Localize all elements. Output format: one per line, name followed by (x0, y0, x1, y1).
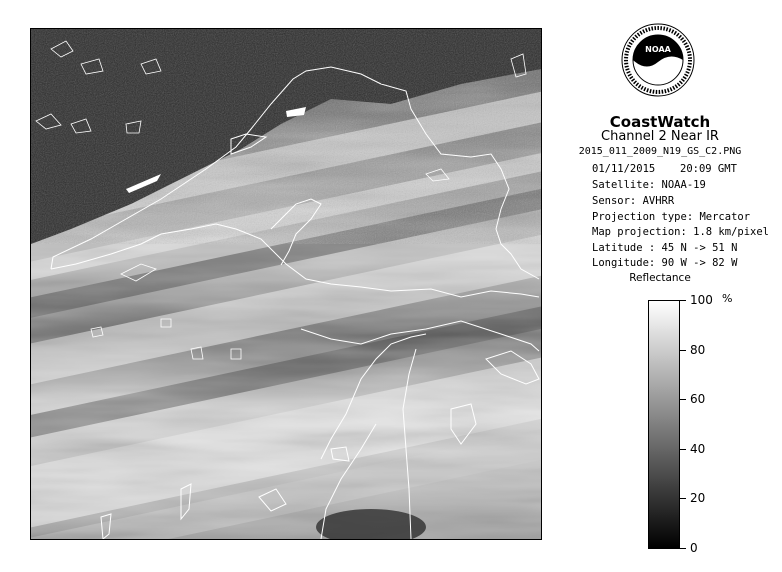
colorbar-tick-label: 80 (690, 342, 706, 357)
channel-name: Channel 2 Near IR (601, 129, 719, 144)
colorbar-tick (680, 300, 686, 301)
colorbar-tick (680, 449, 686, 450)
acquisition-date: 01/11/2015 (592, 163, 656, 175)
colorbar-tick (680, 399, 686, 400)
colorbar-tick (680, 548, 686, 549)
colorbar-tick-label: 20 (690, 491, 706, 506)
file-name: 2015_011_2009_N19_GS_C2.PNG (578, 146, 742, 157)
map-projection: Map projection: 1.8 km/pixel (592, 226, 770, 238)
colorbar-tick-label: 0 (690, 541, 698, 555)
colorbar-tick (680, 498, 686, 499)
projection-type: Projection type: Mercator (592, 211, 751, 223)
colorbar-title: Reflectance (629, 272, 691, 284)
acquisition-time: 20:09 GMT (680, 163, 737, 175)
colorbar-tick-label: 60 (690, 392, 706, 407)
satellite-image (30, 28, 542, 540)
sensor-info: Sensor: AVHRR (592, 195, 675, 207)
brand-title: CoastWatch (609, 113, 711, 131)
colorbar-tick-label: 100 (690, 293, 713, 307)
satellite-info: Satellite: NOAA-19 (592, 179, 706, 191)
noaa-logo-icon (620, 22, 696, 98)
colorbar-tick-label: 40 (690, 441, 706, 456)
longitude-range: Longitude: 90 W -> 82 W (592, 257, 738, 269)
satellite-image-svg (31, 29, 541, 539)
colorbar-tick (680, 350, 686, 351)
noaa-logo (620, 22, 696, 98)
noaa-logo-text: NOAA (645, 45, 671, 54)
colorbar-unit: % (722, 292, 733, 305)
latitude-range: Latitude : 45 N -> 51 N (592, 242, 738, 254)
colorbar (648, 300, 680, 549)
